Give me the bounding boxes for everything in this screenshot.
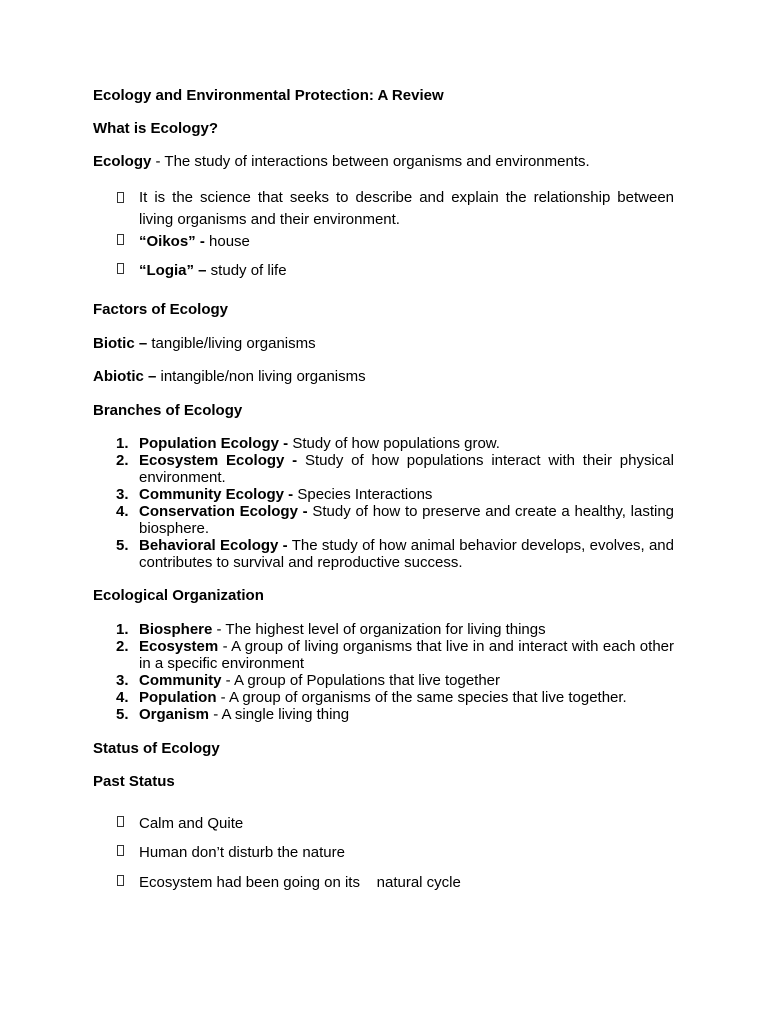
bullet-icon	[117, 816, 124, 827]
list-item: 2. Ecosystem - A group of living organisms that live in and interact with each other in a specific environment	[116, 638, 674, 672]
organization-heading: Ecological Organization	[93, 587, 264, 604]
list-item: 4. Population - A group of organisms of the same species that live together.	[116, 689, 627, 706]
list-item: Human don’t disturb the nature	[93, 844, 674, 861]
status-heading: Status of Ecology	[93, 740, 220, 757]
list-item: 1. Population Ecology - Study of how populations grow.	[116, 435, 500, 452]
ecology-term: Ecology	[93, 153, 152, 170]
list-item: Ecosystem had been going on its natural cycle	[93, 874, 674, 891]
bullet-icon	[117, 234, 124, 245]
abiotic-line: Abiotic – intangible/non living organisms	[93, 368, 366, 385]
bullet-icon	[117, 192, 124, 203]
bullet-icon	[117, 263, 124, 274]
list-item: 2. Ecosystem Ecology - Study of how populations interact with their physical environment.	[116, 452, 674, 486]
list-item: “Logia” – study of life	[93, 262, 674, 279]
ecology-definition-text: - The study of interactions between organisms and environments.	[151, 153, 590, 170]
biotic-line: Biotic – tangible/living organisms	[93, 335, 316, 352]
document-title: Ecology and Environmental Protection: A Review	[93, 87, 444, 104]
list-item: 3. Community Ecology - Species Interactions	[116, 486, 433, 503]
past-status-heading: Past Status	[93, 773, 175, 790]
bullet-icon	[117, 845, 124, 856]
document-content	[93, 87, 674, 891]
bullet-icon	[117, 875, 124, 886]
organization-list	[93, 621, 674, 723]
ecology-definition	[93, 153, 674, 170]
list-item: 1. Biosphere - The highest level of organization for living things	[116, 621, 546, 638]
list-item: Calm and Quite	[93, 815, 674, 832]
ecology-bullets	[93, 187, 674, 279]
list-item: It is the science that seeks to describe and explain the relationship between living organisms and their environment.	[93, 187, 674, 231]
factors-heading: Factors of Ecology	[93, 301, 229, 318]
list-item: 5. Behavioral Ecology - The study of how animal behavior develops, evolves, and contributes to survival and reproductive success.	[116, 537, 674, 571]
list-item: “Oikos” - house	[93, 233, 674, 250]
list-item: 3. Community - A group of Populations that live together	[116, 672, 501, 689]
list-item: 4. Conservation Ecology - Study of how to preserve and create a healthy, lasting biosphere.	[116, 503, 674, 537]
branches-list	[93, 435, 674, 571]
past-status-bullets	[93, 815, 674, 891]
what-is-ecology-heading: What is Ecology?	[93, 120, 219, 137]
list-item: 5. Organism - A single living thing	[116, 706, 350, 723]
branches-heading: Branches of Ecology	[93, 402, 243, 419]
